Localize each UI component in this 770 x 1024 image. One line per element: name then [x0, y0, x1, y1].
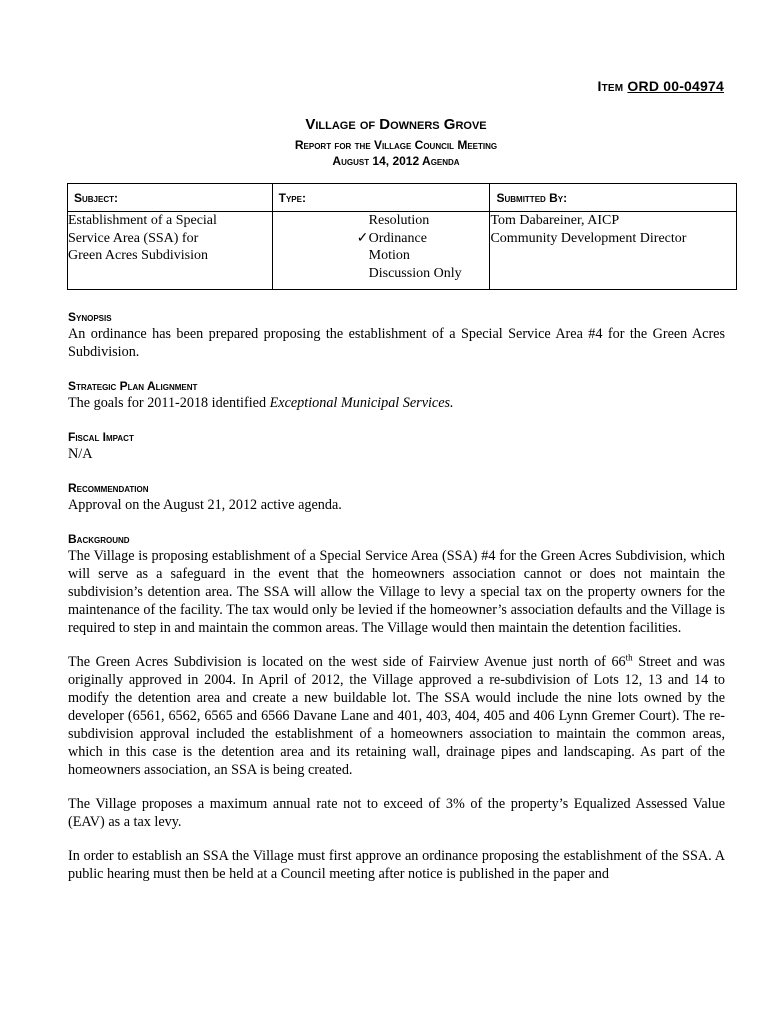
background-p2-superscript: th	[625, 652, 633, 663]
recommendation-text: Approval on the August 21, 2012 active agenda.	[68, 497, 342, 513]
organization-name: Village of Downers Grove	[305, 116, 487, 133]
strategic-text-prefix: The goals for 2011-2018 identified	[68, 395, 270, 411]
type-option	[273, 247, 490, 265]
synopsis-heading: Synopsis	[68, 310, 112, 324]
strategic-text-emphasis: Exceptional Municipal Services.	[269, 395, 454, 411]
type-option	[273, 265, 490, 283]
type-label: Discussion Only	[368, 265, 462, 281]
background-heading: Background	[68, 532, 130, 546]
subject-header: Subject:	[68, 184, 273, 212]
background-paragraph-2	[68, 653, 725, 779]
subject-line: Establishment of a Special	[68, 213, 217, 228]
type-cell	[272, 212, 490, 290]
submitter-title: Community Development Director	[490, 230, 687, 246]
agenda-date: August 14, 2012 Agenda	[332, 154, 460, 168]
subject-line: Service Area (SSA) for	[68, 230, 199, 246]
fiscal-text: N/A	[68, 446, 93, 462]
subject-cell	[68, 212, 273, 290]
report-header	[0, 115, 770, 169]
report-title: Report for the Village Council Meeting	[294, 138, 498, 152]
item-number-header	[598, 78, 724, 94]
type-header: Type:	[272, 184, 490, 212]
item-label: Item	[597, 78, 624, 94]
background-paragraph-3: The Village proposes a maximum annual rate not to exceed of 3% of the property’s Equalized Assessed Value (EAV) as a tax levy.	[68, 796, 725, 830]
type-label: Motion	[368, 248, 410, 263]
strategic-heading: Strategic Plan Alignment	[68, 379, 198, 393]
recommendation-heading: Recommendation	[68, 481, 149, 495]
type-label: Ordinance	[368, 230, 427, 246]
background-paragraph-1: The Village is proposing establishment of a Special Service Area (SSA) #4 for the Green Acres Subdivision, which will serve as a safeguard in the event that the homeowners association cannot or does not maintain the subdivision’s detention area. The SSA will allow the Village to levy a special tax on the property owners for the maintenance of the facility. The tax would only be levied if the homeowner’s association defaults and the Village is required to step in and maintain the common areas. The Village would then maintain the detention facilities.	[68, 548, 725, 636]
info-table	[67, 183, 737, 290]
type-option	[273, 212, 490, 230]
subject-line: Green Acres Subdivision	[68, 248, 208, 263]
submitted-cell	[490, 212, 737, 290]
item-number: ORD 00-04974	[627, 78, 724, 94]
checkmark-icon: ✓	[356, 230, 369, 246]
background-p2-part-a: The Green Acres Subdivision is located on the west side of Fairview Avenue just north of 66	[68, 654, 626, 670]
background-paragraph-4: In order to establish an SSA the Village must first approve an ordinance proposing the establishment of the SSA. A public hearing must then be held at a Council meeting after notice is published in the paper and	[68, 848, 725, 882]
strategic-text	[68, 394, 725, 412]
background-p2-part-b: Street and was originally approved in 2004. In April of 2012, the Village approved a re-subdivision of Lots 12, 13 and 14 to modify the detention area and create a new buildable lot. The SSA would include the nine lots owned by the developer (6561, 6562, 6565 and 6566 Davane Lane and 401, 403, 404, 405 and 406 Lynn Gremer Court). The re-subdivision approval included the establishment of a homeowners association to maintain the common areas, which in this case is the detention area and its retaining wall, drainage pipes and landscaping. As part of the homeowners association, an SSA is being created.	[68, 654, 725, 778]
submitter-name: Tom Dabareiner, AICP	[490, 213, 620, 228]
type-label: Resolution	[368, 213, 430, 228]
submitted-header: Submitted By:	[490, 184, 737, 212]
type-option	[273, 230, 490, 248]
synopsis-text: An ordinance has been prepared proposing the establishment of a Special Service Area #4 for the Green Acres Subdivision.	[68, 326, 725, 360]
fiscal-heading: Fiscal Impact	[68, 430, 134, 444]
report-body	[68, 309, 725, 883]
